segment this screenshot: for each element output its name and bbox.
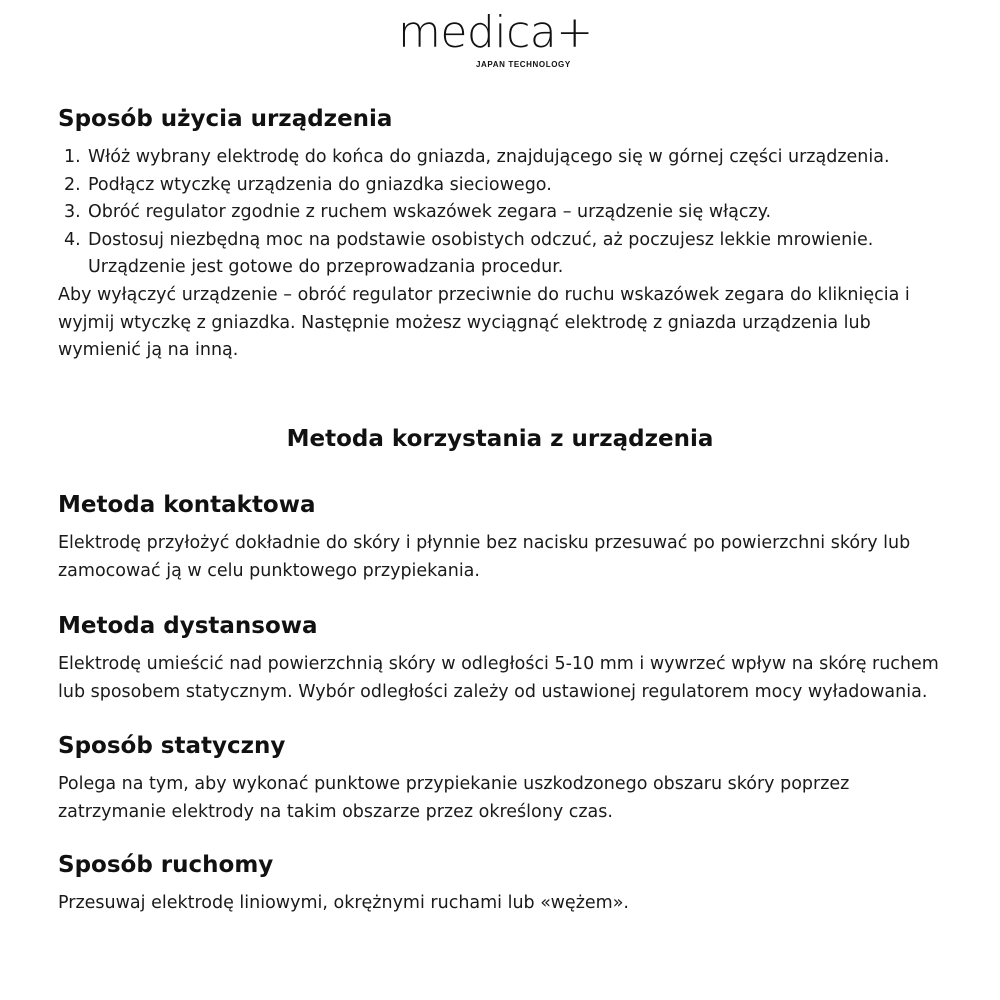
brand-logo [398, 8, 608, 68]
step-text: Obróć regulator zgodnie z ruchem wskazówek zegara – urządzenie się włączy. [88, 202, 772, 223]
distance-section [58, 611, 958, 706]
static-text: Polega na tym, aby wykonać punktowe przypiekanie uszkodzonego obszaru skóry poprzez zatrzymanie elektrody na takim obszarze przez określony czas. [58, 774, 850, 822]
moving-section [58, 850, 958, 918]
step-number: 3. [64, 202, 81, 223]
step-text: Podłącz wtyczkę urządzenia do gniazdka sieciowego. [88, 174, 552, 195]
methods-title: Metoda korzystania z urządzenia [286, 426, 714, 452]
step-text: Włóż wybrany elektrodę do końca do gniazda, znajdującego się w górnej części urządzenia. [88, 147, 890, 167]
usage-steps-list [58, 144, 958, 282]
moving-text: Przesuwaj elektrodę liniowymi, okrężnymi ruchami lub «wężem». [58, 893, 629, 913]
step-number: 1. [64, 147, 81, 167]
static-title: Sposób statyczny [58, 733, 286, 759]
contact-section [58, 490, 958, 585]
step-number: 4. [64, 229, 81, 250]
logo-wordmark: medica+ [398, 7, 593, 58]
step-number: 2. [64, 174, 81, 195]
static-section [58, 731, 958, 826]
logo-tagline: JAPAN TECHNOLOGY [476, 60, 571, 69]
usage-title: Sposób użycia urządzenia [58, 106, 393, 132]
usage-step [64, 172, 958, 200]
distance-text: Elektrodę umieścić nad powierzchnią skóry w odległości 5-10 mm i wywrzeć wpływ na skórę ruchem lub sposobem statycznym. Wybór odległości zależy od ustawionej regulatorem mocy wyładowania. [58, 654, 939, 702]
usage-section [58, 104, 958, 365]
usage-step [64, 227, 908, 282]
distance-title: Metoda dystansowa [58, 613, 318, 639]
usage-step [64, 199, 958, 227]
usage-note: Aby wyłączyć urządzenie – obróć regulator przeciwnie do ruchu wskazówek zegara do kliknięcia i wyjmij wtyczkę z gniazdka. Następnie możesz wyciągnąć elektrodę z gniazda urządzenia lub wymienić ją na inną. [58, 284, 910, 361]
moving-title: Sposób ruchomy [58, 852, 274, 878]
contact-title: Metoda kontaktowa [58, 492, 316, 518]
contact-text: Elektrodę przyłożyć dokładnie do skóry i płynnie bez nacisku przesuwać po powierzchni skóry lub zamocować ją w celu punktowego przypiekania. [58, 533, 911, 581]
step-text: Dostosuj niezbędną moc na podstawie osobistych odczuć, aż poczujesz lekkie mrowienie. Urządzenie jest gotowe do przeprowadzania procedur. [88, 229, 874, 278]
usage-step [64, 144, 918, 172]
